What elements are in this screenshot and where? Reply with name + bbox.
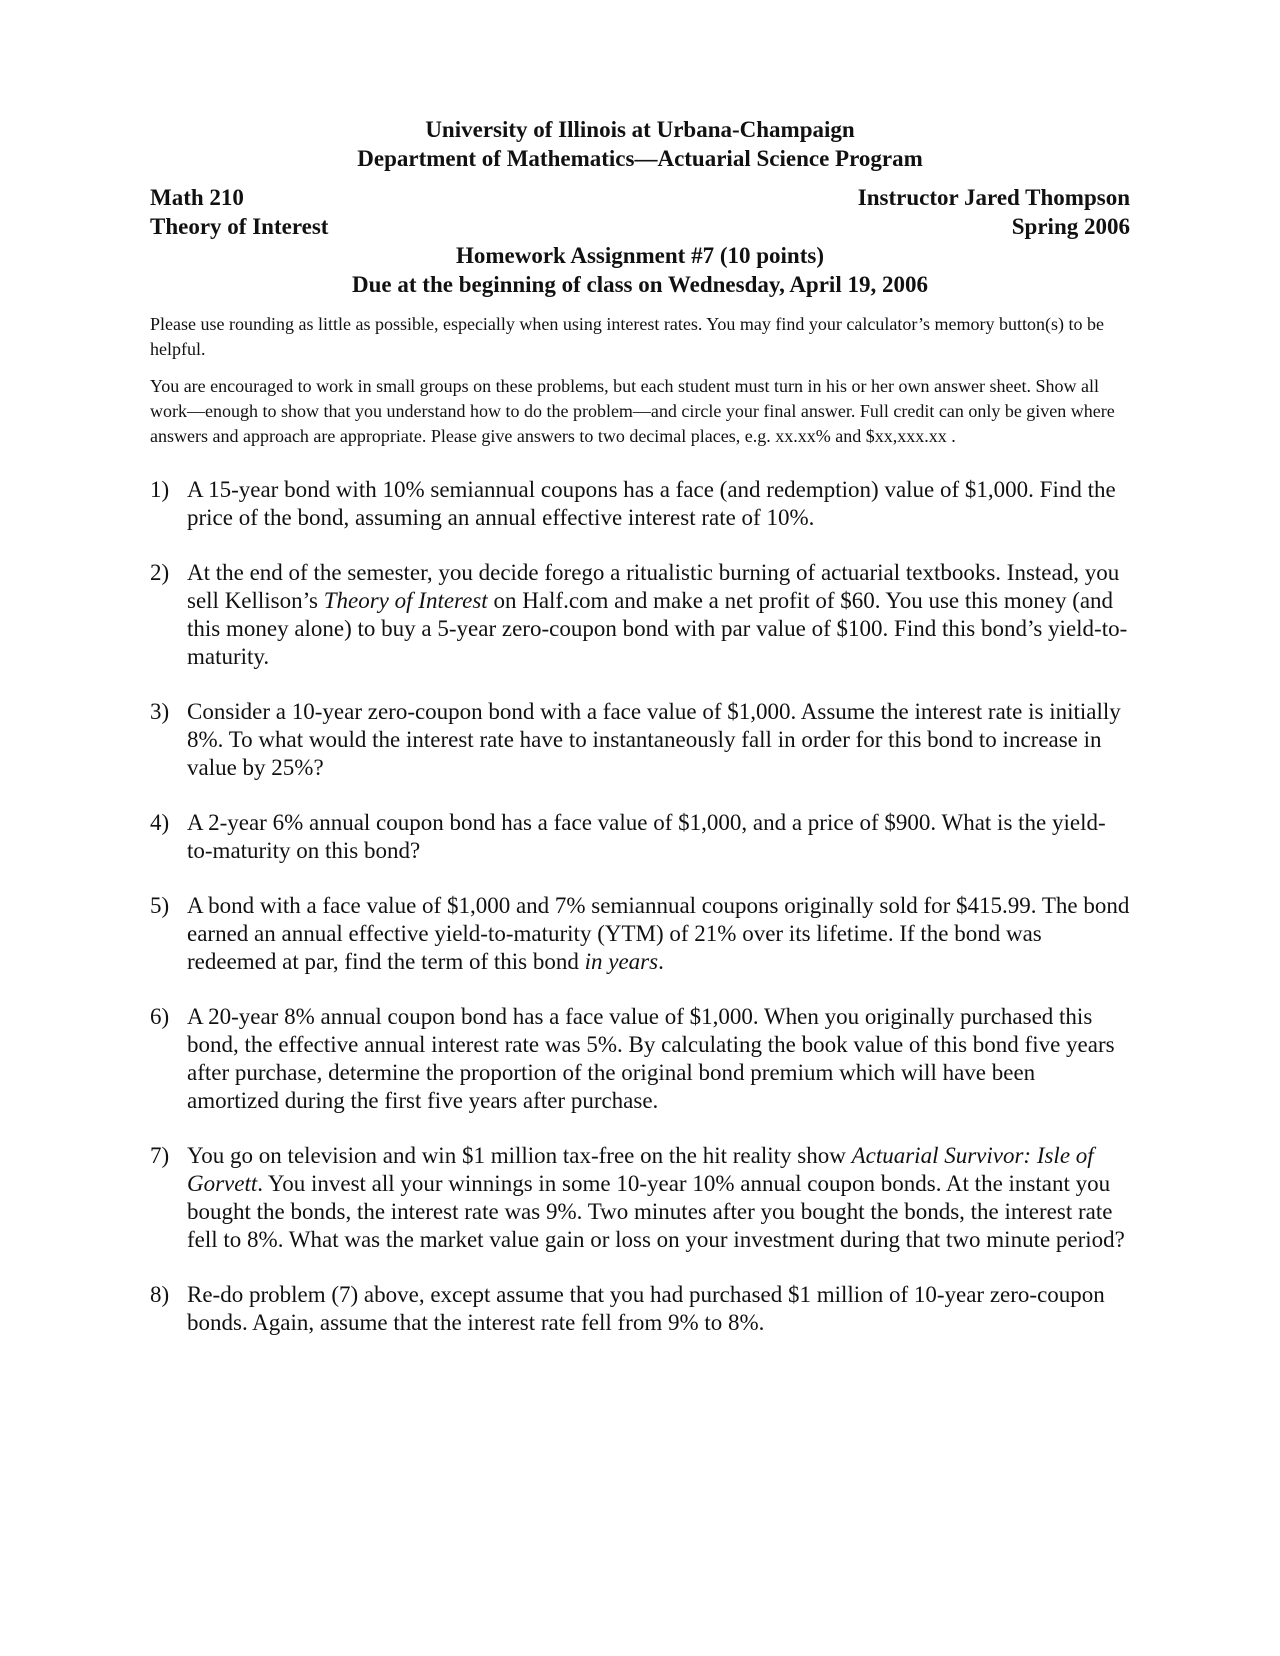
problem-item xyxy=(150,698,1130,782)
problem-list xyxy=(150,476,1130,1337)
problem-text xyxy=(187,559,1130,671)
problem-text: A 2-year 6% annual coupon bond has a face value of $1,000, and a price of $900. What is the yield-to-maturity on this bond? xyxy=(187,810,1106,863)
problem-text: Re-do problem (7) above, except assume that you had purchased $1 million of 10-year zero-coupon bonds. Again, assume that the interest rate fell from 9% to 8%. xyxy=(187,1282,1105,1335)
department-name: Department of Mathematics—Actuarial Science Program xyxy=(357,146,923,171)
problem-text-part: You go on television and win $1 million tax-free on the hit reality show xyxy=(187,1143,852,1168)
course-row-1 xyxy=(150,183,1130,212)
document-page xyxy=(150,115,1130,1364)
problem-number: 7) xyxy=(150,1143,170,1168)
problem-item xyxy=(150,892,1130,976)
problem-text-part: At the end of the semester, you decide forego a ritualistic burning of actuarial textbooks. Instead, you sell Kellison’s xyxy=(187,560,1120,613)
problem-text-part: . You invest all your winnings in some 10-year 10% annual coupon bonds. At the instant you bought the bonds, the interest rate was 9%. Two minutes after you bought the bonds, the interest rate fell to 8%. What was the market value gain or loss on your investment during that two minute period? xyxy=(187,1171,1125,1252)
problem-number: 4) xyxy=(150,810,170,835)
course-title: Theory of Interest xyxy=(150,214,329,239)
problem-text-part: A bond with a face value of $1,000 and 7% semiannual coupons originally sold for $415.99. The bond earned an annual effective yield-to-maturity (YTM) of 21% over its lifetime. If the bond was redeemed at par, find the term of this bond xyxy=(187,893,1130,974)
instructor-name: Instructor Jared Thompson xyxy=(857,185,1130,210)
problem-text: A 20-year 8% annual coupon bond has a face value of $1,000. When you originally purchased this bond, the effective annual interest rate was 5%. By calculating the book value of this bond five years after purchase, determine the proportion of the original bond premium which will have been amortized during the first five years after purchase. xyxy=(187,1004,1115,1113)
problem-number: 8) xyxy=(150,1282,170,1307)
problem-text-part: . xyxy=(658,949,664,974)
problem-item xyxy=(150,476,1130,532)
book-title: Theory of Interest xyxy=(323,588,488,613)
problem-number: 5) xyxy=(150,893,170,918)
due-date: Due at the beginning of class on Wednesday, April 19, 2006 xyxy=(352,272,928,297)
problem-item xyxy=(150,559,1130,671)
show-title: Actuarial Survivor: Isle of Gorvett xyxy=(187,1143,1094,1196)
problem-number: 6) xyxy=(150,1004,170,1029)
instruction-groups: You are encouraged to work in small groups on these problems, but each student must turn in his or her own answer sheet. Show all work—enough to show that you understand how to do the problem—and circle your final answer. Full credit can only be given where answers and approach are appropriate. Please give answers to two decimal places, e.g. xx.xx% and $xx,xxx.xx . xyxy=(150,376,1115,446)
document-header xyxy=(150,115,1130,173)
course-code: Math 210 xyxy=(150,185,244,210)
problem-text xyxy=(187,1142,1130,1254)
problem-item xyxy=(150,1142,1130,1254)
assignment-title: Homework Assignment #7 (10 points) xyxy=(455,243,824,268)
problem-text-part: on Half.com and make a net profit of $60. You use this money (and this money alone) to buy a 5-year zero-coupon bond with par value of $100. Find this bond’s yield-to-maturity. xyxy=(187,588,1128,669)
problem-item xyxy=(150,1003,1130,1115)
problem-text: Consider a 10-year zero-coupon bond with a face value of $1,000. Assume the interest rate is initially 8%. To what would the interest rate have to instantaneously fall in order for this bond to increase in value by 25%? xyxy=(187,699,1121,780)
term: Spring 2006 xyxy=(1011,214,1130,239)
university-name: University of Illinois at Urbana-Champaign xyxy=(425,117,855,142)
emphasis-text: in years xyxy=(584,949,659,974)
problem-number: 1) xyxy=(150,477,170,502)
instruction-rounding: Please use rounding as little as possible, especially when using interest rates. You may find your calculator’s memory button(s) to be helpful. xyxy=(150,314,1104,359)
course-info xyxy=(150,183,1130,241)
problem-item xyxy=(150,1281,1130,1337)
problem-number: 2) xyxy=(150,560,170,585)
problem-text: A 15-year bond with 10% semiannual coupons has a face (and redemption) value of $1,000. Find the price of the bond, assuming an annual effective interest rate of 10%. xyxy=(187,477,1116,530)
assignment-header xyxy=(150,241,1130,299)
course-row-2 xyxy=(150,212,1130,241)
problem-item xyxy=(150,809,1130,865)
problem-number: 3) xyxy=(150,699,170,724)
problem-text xyxy=(187,892,1130,976)
